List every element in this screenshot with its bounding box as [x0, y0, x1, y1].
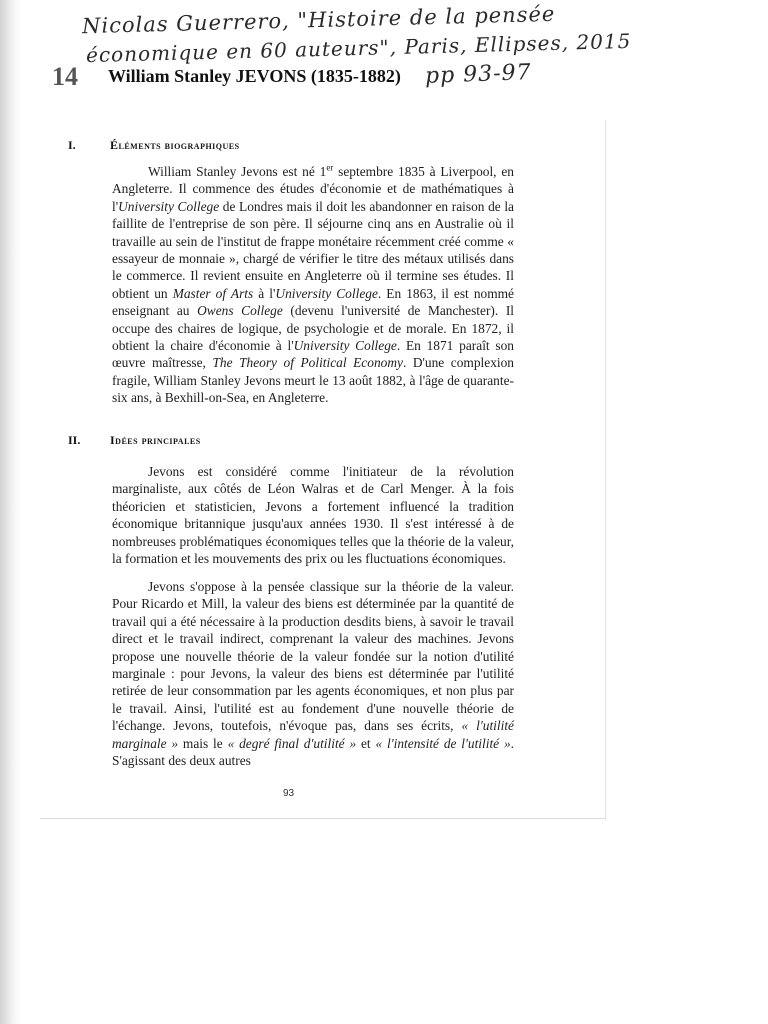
italic-text-run: « degré final d'utilité » — [227, 735, 357, 751]
chapter-title: William Stanley JEVONS (1835-1882) — [108, 66, 401, 86]
section-title: Idées principales — [110, 433, 201, 447]
scan-artifact-line — [605, 120, 606, 820]
text-run: . En 1871 paraît son œuvre maîtresse, — [112, 338, 514, 371]
scan-edge-shadow — [0, 0, 22, 1024]
handwritten-annotation-line2: économique en 60 auteurs", Paris, Ellipses, 2015 — [85, 28, 632, 68]
handwritten-page-range: pp 93-97 — [424, 60, 532, 89]
section-title: Éléments biographiques — [110, 138, 240, 152]
italic-text-run: The Theory of Political Economy — [212, 355, 403, 371]
text-run: . En 1863, il est nommé enseignant au — [112, 285, 514, 319]
italic-text-run: Master of Arts — [172, 285, 254, 301]
text-run: (devenu l'université de Manchester). Il occupe des chaires de logique, de psychologie et de morale. En 1872, il obtient la chaire d'économie à l' — [112, 303, 514, 354]
handwritten-annotation-line1: Nicolas Guerrero, "Histoire de la pensée — [81, 1, 556, 39]
italic-text-run: Owens College — [197, 303, 283, 319]
text-run: et — [356, 735, 376, 751]
section-number: II. — [68, 433, 81, 447]
text-run: . D'une complexion fragile, William Stanley Jevons meurt le 13 août 1882, à l'âge de quarante-six ans, à Bexhill-on-Sea, en Angleterre. — [112, 355, 514, 406]
text-run: septembre 1835 à Liverpool, en Angleterre. Il commence des études d'économie et de mathématiques à l' — [112, 164, 514, 214]
text-run: William Stanley Jevons est né 1 — [148, 164, 327, 179]
italic-text-run: University College — [275, 285, 378, 301]
text-run: er — [326, 162, 334, 173]
italic-text-run: « l'intensité de l'utilité » — [375, 735, 511, 751]
main-ideas-paragraph-1 — [112, 463, 514, 567]
italic-text-run: University College — [118, 198, 220, 214]
text-run: mais le — [178, 735, 228, 751]
paragraph-text — [112, 463, 514, 567]
paragraph-text — [112, 578, 514, 769]
italic-text-run: « l'utilité marginale » — [112, 718, 514, 751]
paragraph-text — [112, 163, 514, 407]
italic-text-run: University College — [293, 338, 397, 354]
text-run: Jevons s'oppose à la pensée classique sur la théorie de la valeur. Pour Ricardo et Mill, la valeur des biens est déterminée par la quantité de travail qui a été nécessaire à la production desdits biens, à savoir le travail direct et le travail indirect, comprenant la valeur des machines. Jevons propose une nouvelle théorie de la valeur fondée sur la notion d'utilité marginale : pour Jevons, la valeur des biens est déterminée par l'utilité retirée de leur consommation par les agents économiques, et non plus par le travail. Ainsi, l'utilité est au fondement d'une nouvelle théorie de l'échange. Jevons, toutefois, n'évoque pas, dans ses écrits, — [112, 579, 514, 734]
main-ideas-paragraph-2 — [112, 578, 514, 769]
chapter-number: 14 — [52, 62, 78, 91]
section-number: I. — [68, 138, 76, 152]
text-run: . S'agissant des deux autres — [112, 735, 515, 769]
text-run: Jevons est considéré comme l'initiateur de la révolution marginaliste, aux côtés de Léon Walras et de Carl Menger. À la fois théoricien et statisticien, Jevons a fortement influencé la tradition économique britannique jusqu'aux années 1930. Il s'est intéressé à de nombreuses problématiques économiques telles que la théorie de la valeur, la formation et les mouvements des prix ou les fluctuations économiques. — [112, 464, 514, 567]
page-bottom-edge — [40, 818, 606, 819]
text-run: de Londres mais il doit les abandonner en raison de la faillite de l'entreprise de son père. Il séjourne cinq ans en Australie où il travaille au sein de l'institut de frappe monétaire récemment créé comme « essayeur de monnaie », chargé de vérifier le titre des métaux utilisés dans le commerce. Il revient ensuite en Angleterre où il termine ses études. Il obtient un — [112, 198, 514, 301]
biography-paragraph — [112, 163, 514, 407]
page-number: 93 — [283, 788, 295, 799]
text-run: à l' — [253, 285, 276, 301]
